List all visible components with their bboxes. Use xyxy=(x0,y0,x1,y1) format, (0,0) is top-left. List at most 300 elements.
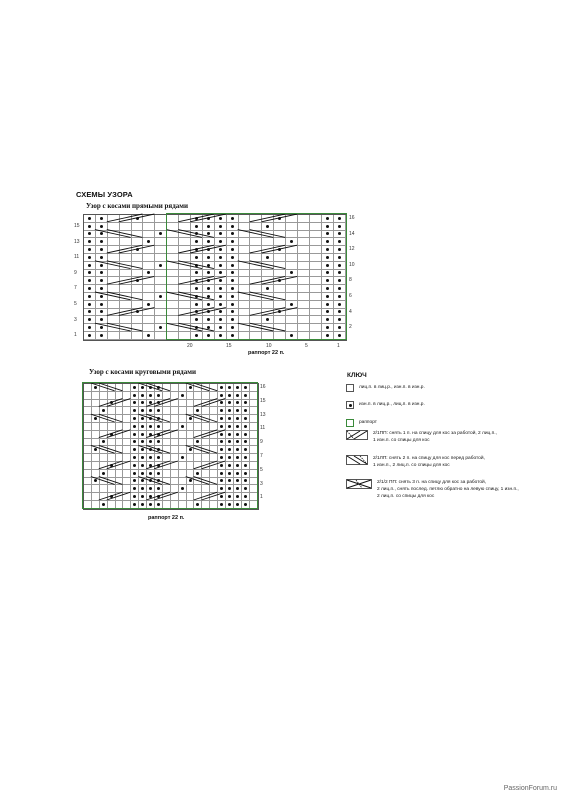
stitch-cell xyxy=(143,324,155,332)
stitch-cell xyxy=(226,493,234,501)
stitch-cell xyxy=(116,485,124,493)
row-number: 13 xyxy=(260,411,266,418)
cable-left-icon xyxy=(346,455,368,465)
stitch-cell xyxy=(310,324,322,332)
stitch-cell xyxy=(167,238,179,246)
stitch-cell xyxy=(227,324,239,332)
stitch-cell xyxy=(191,231,203,239)
stitch-cell xyxy=(132,262,144,270)
stitch-cell xyxy=(334,309,346,317)
stitch-cell xyxy=(242,407,250,415)
stitch-cell xyxy=(179,392,187,400)
stitch-cell xyxy=(167,316,179,324)
stitch-cell xyxy=(179,446,187,454)
stitch-cell xyxy=(123,384,131,392)
stitch-cell xyxy=(250,478,258,486)
stitch-cell xyxy=(250,332,262,340)
stitch-cell xyxy=(310,277,322,285)
row-number: 3 xyxy=(74,316,77,323)
stitch-cell xyxy=(92,501,100,509)
stitch-cell xyxy=(239,238,251,246)
stitch-cell xyxy=(322,223,334,231)
stitch-cell xyxy=(322,277,334,285)
stitch-cell xyxy=(100,392,108,400)
stitch-cell xyxy=(132,285,144,293)
row-number: 5 xyxy=(260,466,263,473)
stitch-cell xyxy=(179,270,191,278)
stitch-cell xyxy=(84,254,96,262)
row-number: 9 xyxy=(260,439,263,446)
stitch-cell xyxy=(132,215,144,223)
stitch-cell xyxy=(234,462,242,470)
stitch-cell xyxy=(143,309,155,317)
key-text-knit: лиц.п. в лиц.р., изн.п. в изн.р. xyxy=(359,385,425,390)
stitch-cell xyxy=(310,262,322,270)
stitch-cell xyxy=(242,439,250,447)
stitch-cell xyxy=(108,238,120,246)
stitch-cell xyxy=(286,246,298,254)
stitch-cell xyxy=(250,431,258,439)
stitch-cell xyxy=(187,446,195,454)
stitch-cell xyxy=(155,246,167,254)
stitch-cell xyxy=(274,238,286,246)
stitch-cell xyxy=(203,316,215,324)
stitch-cell xyxy=(227,301,239,309)
stitch-cell xyxy=(139,415,147,423)
stitch-cell xyxy=(131,384,139,392)
stitch-cell xyxy=(262,223,274,231)
stitch-cell xyxy=(226,431,234,439)
stitch-cell xyxy=(84,270,96,278)
stitch-cell xyxy=(84,454,92,462)
stitch-cell xyxy=(139,407,147,415)
key-text-purl: изн.п. в лиц.р., лиц.п. в изн.р. xyxy=(359,402,425,407)
stitch-cell xyxy=(108,254,120,262)
stitch-cell xyxy=(250,493,258,501)
stitch-cell xyxy=(116,384,124,392)
stitch-cell xyxy=(218,493,226,501)
stitch-cell xyxy=(210,501,218,509)
stitch-cell xyxy=(298,254,310,262)
stitch-cell xyxy=(116,446,124,454)
stitch-cell xyxy=(92,454,100,462)
stitch-cell xyxy=(116,407,124,415)
stitch-cell xyxy=(96,231,108,239)
stitch-cell xyxy=(250,309,262,317)
stitch-cell xyxy=(132,270,144,278)
row-number: 11 xyxy=(260,425,266,432)
stitch-cell xyxy=(84,400,92,408)
stitch-cell xyxy=(234,446,242,454)
stitch-cell xyxy=(226,478,234,486)
stitch-cell xyxy=(84,309,96,317)
stitch-cell xyxy=(116,470,124,478)
stitch-cell xyxy=(310,238,322,246)
stitch-cell xyxy=(202,493,210,501)
stitch-cell xyxy=(210,384,218,392)
stitch-cell xyxy=(215,231,227,239)
row-number: 14 xyxy=(349,230,355,237)
stitch-cell xyxy=(210,400,218,408)
stitch-cell xyxy=(179,493,187,501)
stitch-cell xyxy=(100,400,108,408)
stitch-cell xyxy=(322,246,334,254)
stitch-cell xyxy=(96,254,108,262)
chart2-title: Узор с косами круговыми рядами xyxy=(89,368,197,376)
stitch-cell xyxy=(215,238,227,246)
stitch-cell xyxy=(155,277,167,285)
stitch-cell xyxy=(218,439,226,447)
stitch-cell xyxy=(139,392,147,400)
stitch-cell xyxy=(84,462,92,470)
stitch-cell xyxy=(120,262,132,270)
stitch-cell xyxy=(179,309,191,317)
stitch-cell xyxy=(123,423,131,431)
stitch-cell xyxy=(187,431,195,439)
stitch-cell xyxy=(194,454,202,462)
stitch-cell xyxy=(334,332,346,340)
stitch-cell xyxy=(108,415,116,423)
stitch-cell xyxy=(250,462,258,470)
stitch-cell xyxy=(242,431,250,439)
stitch-cell xyxy=(215,254,227,262)
stitch-cell xyxy=(132,301,144,309)
stitch-cell xyxy=(147,485,155,493)
stitch-cell xyxy=(187,462,195,470)
stitch-cell xyxy=(120,270,132,278)
stitch-cell xyxy=(131,407,139,415)
stitch-cell xyxy=(191,332,203,340)
stitch-cell xyxy=(84,407,92,415)
key-item-cable-right xyxy=(346,430,497,444)
stitch-cell xyxy=(227,238,239,246)
stitch-cell xyxy=(155,215,167,223)
stitch-cell xyxy=(155,400,163,408)
stitch-cell xyxy=(108,277,120,285)
row-number: 9 xyxy=(74,269,77,276)
stitch-cell xyxy=(155,431,163,439)
stitch-cell xyxy=(84,277,96,285)
stitch-cell xyxy=(96,270,108,278)
stitch-cell xyxy=(155,439,163,447)
stitch-cell xyxy=(163,415,171,423)
stitch-cell xyxy=(84,431,92,439)
stitch-cell xyxy=(202,478,210,486)
stitch-cell xyxy=(116,454,124,462)
stitch-cell xyxy=(139,423,147,431)
stitch-cell xyxy=(191,301,203,309)
stitch-cell xyxy=(179,332,191,340)
stitch-cell xyxy=(108,231,120,239)
stitch-cell xyxy=(92,384,100,392)
stitch-cell xyxy=(210,392,218,400)
stitch-cell xyxy=(203,254,215,262)
stitch-cell xyxy=(120,231,132,239)
stitch-cell xyxy=(202,415,210,423)
stitch-cell xyxy=(139,454,147,462)
stitch-cell xyxy=(298,246,310,254)
stitch-cell xyxy=(179,285,191,293)
stitch-cell xyxy=(163,392,171,400)
stitch-cell xyxy=(234,384,242,392)
stitch-cell xyxy=(179,501,187,509)
stitch-cell xyxy=(250,231,262,239)
stitch-cell xyxy=(239,293,251,301)
stitch-cell xyxy=(227,254,239,262)
stitch-cell xyxy=(171,485,179,493)
stitch-cell xyxy=(84,215,96,223)
stitch-cell xyxy=(310,246,322,254)
stitch-cell xyxy=(239,231,251,239)
stitch-cell xyxy=(123,485,131,493)
stitch-cell xyxy=(167,285,179,293)
stitch-cell xyxy=(108,470,116,478)
stitch-cell xyxy=(239,324,251,332)
stitch-cell xyxy=(250,485,258,493)
stitch-cell xyxy=(262,293,274,301)
stitch-cell xyxy=(143,301,155,309)
stitch-cell xyxy=(262,301,274,309)
stitch-cell xyxy=(218,392,226,400)
stitch-cell xyxy=(143,270,155,278)
stitch-cell xyxy=(155,223,167,231)
stitch-cell xyxy=(167,262,179,270)
stitch-cell xyxy=(226,400,234,408)
stitch-cell xyxy=(116,462,124,470)
stitch-cell xyxy=(215,309,227,317)
stitch-cell xyxy=(179,238,191,246)
stitch-cell xyxy=(96,262,108,270)
stitch-cell xyxy=(187,407,195,415)
stitch-cell xyxy=(131,454,139,462)
stitch-cell xyxy=(143,293,155,301)
stitch-cell xyxy=(167,332,179,340)
stitch-cell xyxy=(210,485,218,493)
stitch-cell xyxy=(96,238,108,246)
stitch-cell xyxy=(108,431,116,439)
stitch-cell xyxy=(167,223,179,231)
stitch-cell xyxy=(227,231,239,239)
empty-cell-icon xyxy=(346,384,354,392)
stitch-cell xyxy=(131,462,139,470)
stitch-cell xyxy=(108,400,116,408)
stitch-cell xyxy=(226,462,234,470)
stitch-cell xyxy=(116,501,124,509)
patterns-heading: СХЕМЫ УЗОРА xyxy=(76,190,133,199)
stitch-cell xyxy=(286,316,298,324)
stitch-cell xyxy=(274,285,286,293)
stitch-cell xyxy=(155,462,163,470)
stitch-cell xyxy=(226,384,234,392)
stitch-cell xyxy=(179,400,187,408)
stitch-cell xyxy=(108,501,116,509)
stitch-cell xyxy=(131,478,139,486)
stitch-cell xyxy=(322,215,334,223)
stitch-cell xyxy=(123,439,131,447)
stitch-cell xyxy=(171,431,179,439)
stitch-cell xyxy=(262,254,274,262)
stitch-cell xyxy=(179,215,191,223)
stitch-cell xyxy=(155,316,167,324)
stitch-cell xyxy=(179,407,187,415)
stitch-cell xyxy=(147,501,155,509)
stitch-cell xyxy=(242,423,250,431)
stitch-cell xyxy=(286,254,298,262)
stitch-cell xyxy=(210,407,218,415)
stitch-cell xyxy=(202,454,210,462)
stitch-cell xyxy=(163,501,171,509)
stitch-cell xyxy=(155,446,163,454)
stitch-cell xyxy=(227,223,239,231)
stitch-cell xyxy=(286,309,298,317)
stitch-cell xyxy=(262,316,274,324)
stitch-cell xyxy=(242,493,250,501)
stitch-cell xyxy=(310,309,322,317)
stitch-cell xyxy=(226,423,234,431)
stitch-cell xyxy=(120,332,132,340)
row-number: 11 xyxy=(74,254,80,261)
stitch-cell xyxy=(147,400,155,408)
stitch-cell xyxy=(163,470,171,478)
stitch-cell xyxy=(139,493,147,501)
stitch-cell xyxy=(108,246,120,254)
stitch-cell xyxy=(250,423,258,431)
stitch-cell xyxy=(163,485,171,493)
stitch-cell xyxy=(234,407,242,415)
stitch-cell xyxy=(132,293,144,301)
stitch-cell xyxy=(147,415,155,423)
stitch-cell xyxy=(84,231,96,239)
stitch-cell xyxy=(155,415,163,423)
stitch-cell xyxy=(334,316,346,324)
stitch-cell xyxy=(215,324,227,332)
stitch-cell xyxy=(227,246,239,254)
stitch-cell xyxy=(108,384,116,392)
stitch-cell xyxy=(202,392,210,400)
stitch-cell xyxy=(84,501,92,509)
stitch-cell xyxy=(100,415,108,423)
stitch-cell xyxy=(96,285,108,293)
row-number: 3 xyxy=(260,480,263,487)
stitch-cell xyxy=(171,446,179,454)
stitch-cell xyxy=(191,223,203,231)
stitch-cell xyxy=(131,392,139,400)
stitch-cell xyxy=(84,285,96,293)
stitch-cell xyxy=(155,254,167,262)
stitch-cell xyxy=(298,301,310,309)
stitch-cell xyxy=(250,301,262,309)
stitch-cell xyxy=(187,439,195,447)
stitch-cell xyxy=(96,309,108,317)
stitch-cell xyxy=(234,470,242,478)
stitch-cell xyxy=(163,407,171,415)
stitch-cell xyxy=(143,316,155,324)
stitch-cell xyxy=(262,215,274,223)
stitch-cell xyxy=(108,446,116,454)
stitch-cell xyxy=(116,431,124,439)
stitch-cell xyxy=(215,270,227,278)
stitch-cell xyxy=(242,400,250,408)
stitch-cell xyxy=(250,446,258,454)
stitch-cell xyxy=(191,238,203,246)
stitch-cell xyxy=(286,215,298,223)
stitch-cell xyxy=(286,262,298,270)
stitch-cell xyxy=(139,485,147,493)
stitch-cell xyxy=(191,277,203,285)
stitch-cell xyxy=(84,332,96,340)
stitch-cell xyxy=(171,470,179,478)
stitch-cell xyxy=(108,215,120,223)
stitch-cell xyxy=(227,270,239,278)
key-item-cable-left xyxy=(346,455,485,469)
stitch-cell xyxy=(143,231,155,239)
stitch-cell xyxy=(163,454,171,462)
stitch-cell xyxy=(334,215,346,223)
stitch-cell xyxy=(262,231,274,239)
stitch-cell xyxy=(203,223,215,231)
stitch-cell xyxy=(167,215,179,223)
stitch-cell xyxy=(310,316,322,324)
stitch-cell xyxy=(274,316,286,324)
stitch-cell xyxy=(194,384,202,392)
stitch-cell xyxy=(191,262,203,270)
stitch-cell xyxy=(194,415,202,423)
stitch-cell xyxy=(215,301,227,309)
stitch-cell xyxy=(203,293,215,301)
stitch-cell xyxy=(108,478,116,486)
stitch-cell xyxy=(155,332,167,340)
stitch-cell xyxy=(147,439,155,447)
stitch-cell xyxy=(286,238,298,246)
stitch-cell xyxy=(187,392,195,400)
stitch-cell xyxy=(334,324,346,332)
stitch-cell xyxy=(262,285,274,293)
stitch-cell xyxy=(191,254,203,262)
stitch-cell xyxy=(210,415,218,423)
stitch-cell xyxy=(155,231,167,239)
stitch-cell xyxy=(239,270,251,278)
stitch-cell xyxy=(239,316,251,324)
stitch-cell xyxy=(132,254,144,262)
stitch-cell xyxy=(100,439,108,447)
stitch-cell xyxy=(100,446,108,454)
stitch-cell xyxy=(123,454,131,462)
stitch-cell xyxy=(298,231,310,239)
stitch-cell xyxy=(194,446,202,454)
stitch-cell xyxy=(108,439,116,447)
stitch-cell xyxy=(203,285,215,293)
stitch-cell xyxy=(286,285,298,293)
stitch-cell xyxy=(179,246,191,254)
stitch-cell xyxy=(286,277,298,285)
row-number: 1 xyxy=(260,494,263,501)
stitch-cell xyxy=(123,407,131,415)
stitch-cell xyxy=(194,485,202,493)
stitch-cell xyxy=(120,215,132,223)
row-number: 7 xyxy=(260,453,263,459)
stitch-cell xyxy=(234,392,242,400)
stitch-cell xyxy=(123,446,131,454)
stitch-cell xyxy=(147,454,155,462)
stitch-cell xyxy=(132,324,144,332)
stitch-cell xyxy=(92,415,100,423)
stitch-cell xyxy=(334,270,346,278)
stitch-cell xyxy=(139,501,147,509)
stitch-cell xyxy=(322,262,334,270)
stitch-cell xyxy=(143,215,155,223)
stitch-cell xyxy=(227,262,239,270)
stitch-cell xyxy=(322,309,334,317)
